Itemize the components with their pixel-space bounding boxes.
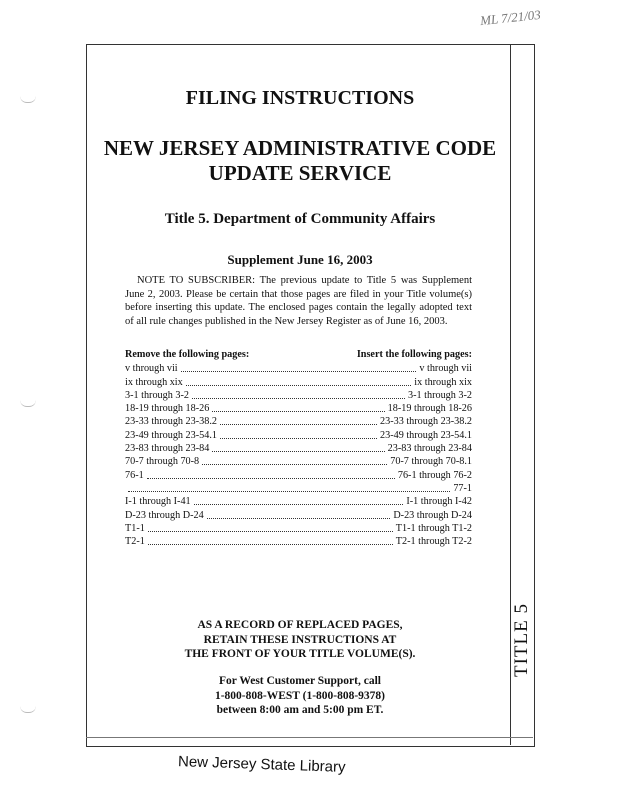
dot-leader bbox=[181, 371, 417, 372]
remove-pages: 76-1 bbox=[125, 469, 144, 481]
table-row bbox=[125, 362, 472, 375]
insert-pages: 77-1 bbox=[453, 482, 472, 494]
insert-pages: T1-1 through T1-2 bbox=[395, 522, 472, 534]
remove-pages: I-1 through I-41 bbox=[125, 496, 191, 508]
insert-pages: 23-83 through 23-84 bbox=[387, 443, 472, 455]
remove-pages: 23-33 through 23-38.2 bbox=[125, 416, 217, 428]
dot-leader bbox=[186, 385, 412, 386]
dot-leader bbox=[220, 424, 377, 425]
handwritten-note: ML 7/21/03 bbox=[479, 6, 542, 29]
margin-mark bbox=[20, 400, 36, 407]
insert-pages: 3-1 through 3-2 bbox=[408, 389, 472, 401]
record-instructions bbox=[90, 618, 510, 662]
table-row bbox=[125, 482, 472, 495]
dot-leader bbox=[192, 398, 405, 399]
dot-leader bbox=[148, 531, 393, 532]
record-line: AS A RECORD OF REPLACED PAGES, bbox=[197, 619, 403, 631]
remove-pages: ix through xix bbox=[125, 376, 183, 388]
code-title-line-2: UPDATE SERVICE bbox=[208, 161, 392, 185]
table-row bbox=[125, 495, 472, 508]
table-row bbox=[125, 522, 472, 535]
insert-pages: 70-7 through 70-8.1 bbox=[390, 456, 472, 468]
remove-header: Remove the following pages: bbox=[125, 349, 250, 360]
code-title-line-1: NEW JERSEY ADMINISTRATIVE CODE bbox=[103, 136, 497, 160]
dot-leader bbox=[148, 544, 393, 545]
dot-leader bbox=[194, 504, 404, 505]
margin-mark bbox=[20, 96, 36, 103]
page-heading: FILING INSTRUCTIONS bbox=[185, 87, 415, 109]
table-header bbox=[125, 349, 472, 362]
table-row bbox=[125, 375, 472, 388]
insert-pages: D-23 through D-24 bbox=[393, 509, 472, 521]
remove-pages: 23-49 through 23-54.1 bbox=[125, 429, 217, 441]
insert-pages: 18-19 through 18-26 bbox=[387, 403, 472, 415]
table-row bbox=[125, 508, 472, 521]
margin-mark bbox=[20, 706, 36, 713]
insert-pages: v through vii bbox=[419, 363, 472, 375]
remove-pages: T1-1 bbox=[125, 522, 145, 534]
dot-leader bbox=[202, 464, 387, 465]
dot-leader bbox=[207, 518, 391, 519]
pages-table bbox=[125, 349, 472, 548]
table-row bbox=[125, 535, 472, 548]
dot-leader bbox=[212, 451, 384, 452]
title-line: Title 5. Department of Community Affairs bbox=[164, 211, 436, 227]
customer-support bbox=[90, 674, 510, 718]
table-row bbox=[125, 415, 472, 428]
title-tab-label: TITLE 5 bbox=[510, 602, 532, 678]
dot-leader bbox=[220, 438, 377, 439]
table-row bbox=[125, 402, 472, 415]
insert-pages: 23-33 through 23-38.2 bbox=[380, 416, 472, 428]
table-row bbox=[125, 389, 472, 402]
record-line: RETAIN THESE INSTRUCTIONS AT bbox=[203, 633, 397, 646]
remove-pages: 23-83 through 23-84 bbox=[125, 443, 210, 455]
supplement-date: Supplement June 16, 2003 bbox=[227, 252, 373, 267]
remove-pages: v through vii bbox=[125, 363, 178, 375]
table-row bbox=[125, 455, 472, 468]
insert-pages: T2-1 through T2-2 bbox=[395, 536, 472, 548]
dot-leader bbox=[128, 491, 450, 492]
support-line: For West Customer Support, call bbox=[219, 675, 381, 687]
note-to-subscriber bbox=[125, 274, 472, 328]
remove-pages: 70-7 through 70-8 bbox=[125, 456, 200, 468]
remove-pages: 18-19 through 18-26 bbox=[125, 403, 210, 415]
title-tab bbox=[510, 590, 533, 690]
table-row bbox=[125, 442, 472, 455]
dot-leader bbox=[147, 478, 395, 479]
table-row bbox=[125, 468, 472, 481]
remove-pages: D-23 through D-24 bbox=[125, 509, 204, 521]
insert-pages: I-1 through I-42 bbox=[406, 496, 472, 508]
table-row bbox=[125, 428, 472, 441]
dot-leader bbox=[212, 411, 384, 412]
remove-pages: T2-1 bbox=[125, 536, 145, 548]
insert-header: Insert the following pages: bbox=[356, 349, 472, 360]
record-line: THE FRONT OF YOUR TITLE VOLUME(S). bbox=[184, 648, 416, 660]
library-stamp: New Jersey State Library bbox=[177, 753, 346, 776]
remove-pages: 3-1 through 3-2 bbox=[125, 389, 189, 401]
support-line: 1-800-808-WEST (1-800-808-9378) bbox=[214, 689, 386, 702]
table-body bbox=[125, 362, 472, 548]
insert-pages: 23-49 through 23-54.1 bbox=[380, 429, 472, 441]
support-line: between 8:00 am and 5:00 pm ET. bbox=[216, 704, 384, 716]
insert-pages: ix through xix bbox=[414, 376, 472, 388]
note-text: NOTE TO SUBSCRIBER: The previous update to Title 5 was Supplement June 2, 2003. Please be certain that those pages are filed in your Title volume(s) before inserting this update. The enclosed pages contain the legally adopted text of all rule changes published in the New Jersey Register as of June 16, 2003. bbox=[125, 275, 472, 327]
insert-pages: 76-1 through 76-2 bbox=[397, 469, 472, 481]
bottom-rule bbox=[86, 737, 533, 738]
